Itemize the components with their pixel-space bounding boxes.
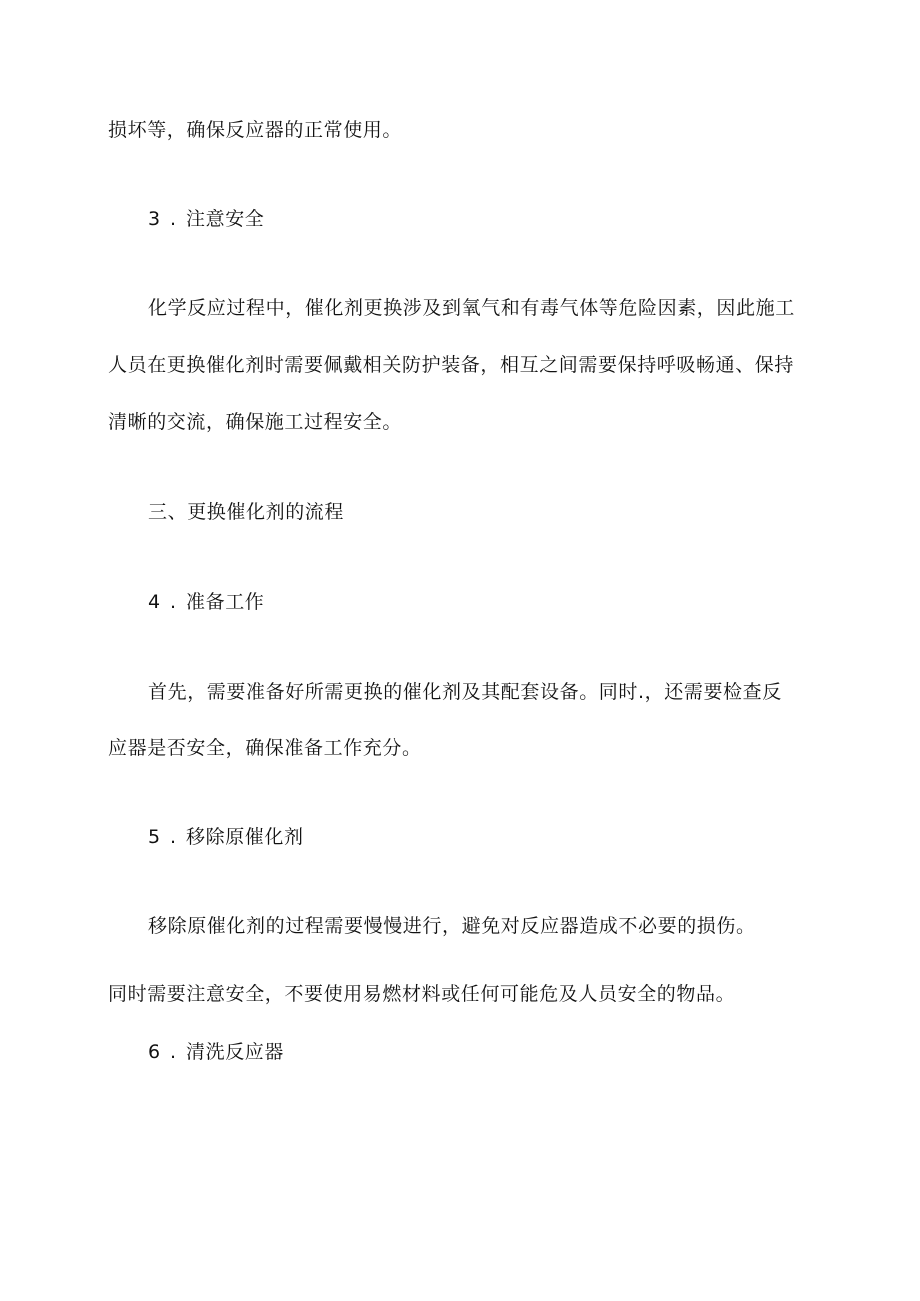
subheading-number: 6 [148,1041,161,1063]
paragraph-safety-line-2: 人员在更换催化剂时需要佩戴相关防护装备，相互之间需要保持呼吸畅通、保持 [108,354,795,376]
subheading-number: 5 [148,826,161,848]
subheading-separator: . [170,208,177,230]
subheading-number: 3 [148,208,161,230]
subheading-title: 注意安全 [186,208,265,230]
subheading-title: 清洗反应器 [186,1041,285,1063]
paragraph-removal-line-1: 移除原催化剂的过程需要慢慢进行，避免对反应器造成不必要的损伤。 [148,915,756,937]
subheading-number: 4 [148,591,161,613]
subheading-title: 移除原催化剂 [186,826,304,848]
subheading-separator: . [170,1041,177,1063]
subheading-removal [148,825,304,849]
section-heading: 三、更换催化剂的流程 [148,501,345,523]
subheading-separator: . [170,591,177,613]
paragraph-preparation-line-1: 首先，需要准备好所需更换的催化剂及其配套设备。同时.，还需要检查反 [148,681,782,703]
subheading-preparation [148,590,264,614]
subheading-title: 准备工作 [186,591,265,613]
paragraph-continuation: 损坏等，确保反应器的正常使用。 [108,119,403,141]
paragraph-removal-line-2: 同时需要注意安全，不要使用易燃材料或任何可能危及人员安全的物品。 [108,983,736,1005]
subheading-safety [148,207,264,231]
paragraph-safety-line-3: 清晰的交流，确保施工过程安全。 [108,411,403,433]
paragraph-safety-line-1: 化学反应过程中，催化剂更换涉及到氧气和有毒气体等危险因素，因此施工 [148,297,795,319]
subheading-separator: . [170,826,177,848]
subheading-cleaning [148,1040,284,1064]
paragraph-preparation-line-2: 应器是否安全，确保准备工作充分。 [108,737,422,759]
